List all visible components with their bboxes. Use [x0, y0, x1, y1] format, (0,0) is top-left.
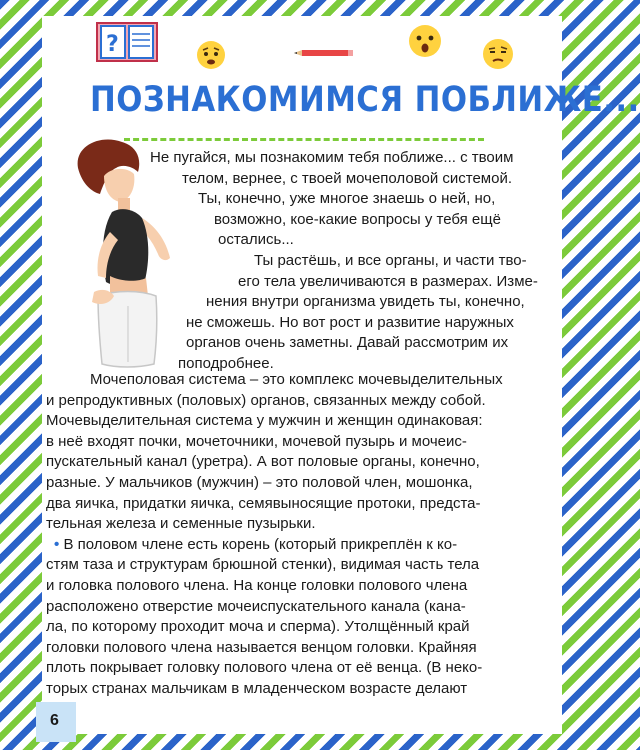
book-page	[42, 16, 640, 734]
body-line: головки полового члена называется венцом головки. Крайняя	[46, 638, 477, 656]
intro-line: поподробнее.	[178, 354, 274, 372]
intro-line: нения внутри организма увидеть ты, конечно,	[206, 293, 525, 311]
surprised-emoji-icon	[408, 24, 442, 58]
intro-line: не сможешь. Но вот рост и развитие наружных	[186, 313, 514, 331]
paragraph-urogenital	[46, 370, 560, 535]
body-text	[46, 370, 560, 700]
intro-line: телом, вернее, с твоей мочеполовой системой.	[182, 169, 513, 187]
intro-text	[142, 148, 560, 375]
intro-line: остались...	[218, 231, 294, 249]
body-line: Мочевыделительная система у мужчин и женщин одинаковая:	[46, 412, 483, 430]
intro-line: возможно, кое-какие вопросы у тебя ещё	[214, 210, 501, 228]
skeptical-emoji-icon	[482, 38, 514, 70]
body-line: в неё входят почки, мочеточники, мочевой пузырь и мочеис-	[46, 432, 467, 450]
body-line: расположено отверстие мочеиспускательного канала (кана-	[46, 597, 466, 615]
intro-line: органов очень заметны. Давай рассмотрим их	[186, 334, 509, 352]
intro-line: Ты растёшь, и все органы, и части тво-	[254, 251, 527, 269]
body-line: пускательный канал (уретра). А вот половые органы, конечно,	[46, 453, 480, 471]
body-line: плоть покрывает головку полового члена от её венца. (В неко-	[46, 659, 483, 677]
page-title: ПОЗНАКОМИМСЯ ПОБЛИЖЕ...	[90, 80, 640, 120]
body-line: тельная железа и семенные пузырьки.	[46, 515, 316, 533]
intro-line: его тела увеличиваются в размерах. Изме-	[238, 272, 538, 290]
body-line: Мочеполовая система – это комплекс мочевыделительных	[90, 371, 503, 388]
paragraph-penis-structure	[46, 535, 560, 700]
body-line: ла, по которому проходит моча и сперма). Утолщённый край	[46, 618, 470, 636]
bullet-marker: •	[54, 535, 60, 553]
intro-line: Не пугайся, мы познакомим тебя поближе... с твоим	[150, 149, 514, 166]
body-line: и репродуктивных (половых) органов, связанных между собой.	[46, 391, 486, 409]
body-line: два яичка, придатки яичка, семявыносящие протоки, предста-	[46, 494, 481, 512]
pencil-icon	[294, 48, 354, 58]
body-line: торых странах мальчикам в младенческом возрасте делают	[46, 679, 468, 697]
book-question-icon	[94, 18, 160, 64]
page-number: 6	[50, 712, 59, 729]
svg-text:?: ?	[106, 32, 119, 57]
body-line: стям таза и структурам брюшной стенки), видимая часть тела	[46, 556, 480, 574]
worried-emoji-icon	[196, 40, 226, 70]
body-line: и головка полового члена. На конце головки полового члена	[46, 576, 468, 594]
body-line: В половом члене есть корень (который прикреплён к ко-	[63, 535, 458, 553]
intro-line: Ты, конечно, уже многое знаешь о ней, но,	[198, 190, 496, 208]
body-line: разные. У мальчиков (мужчин) – это половой член, мошонка,	[46, 473, 473, 491]
